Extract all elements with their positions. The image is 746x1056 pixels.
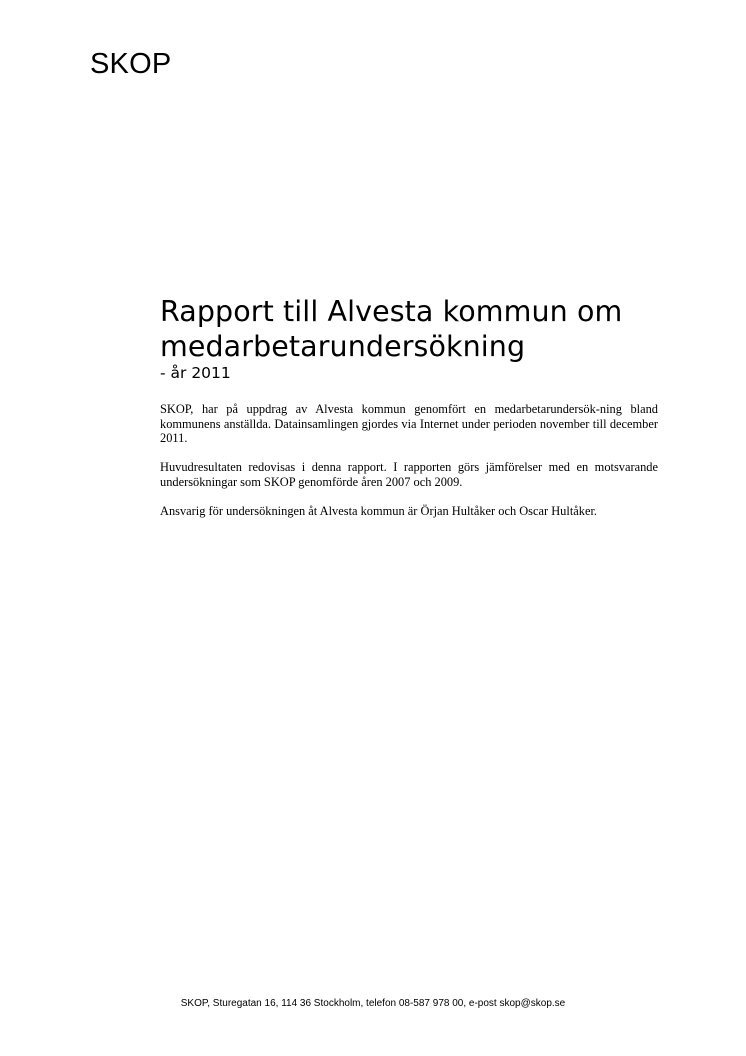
intro-paragraph-1: SKOP, har på uppdrag av Alvesta kommun genomfört en medarbetarundersök-ning bland kommunens anställda. Datainsamlingen gjordes via Internet under perioden november till december 2011. xyxy=(160,402,658,446)
report-intro xyxy=(160,402,658,533)
intro-paragraph-2: Huvudresultaten redovisas i denna rapport. I rapporten görs jämförelser med en motsvarande undersökningar som SKOP genomförde åren 2007 och 2009. xyxy=(160,460,658,489)
report-subtitle: - år 2011 xyxy=(160,364,231,382)
report-title xyxy=(160,294,680,364)
intro-paragraph-3: Ansvarig för undersökningen åt Alvesta kommun är Örjan Hultåker och Oscar Hultåker. xyxy=(160,504,597,519)
footer-contact: SKOP, Sturegatan 16, 114 36 Stockholm, telefon 08-587 978 00, e-post skop@skop.se xyxy=(180,998,566,1009)
report-title-line-1: Rapport till Alvesta kommun om xyxy=(160,295,623,328)
report-title-line-2: medarbetarundersökning xyxy=(160,330,526,363)
skop-logo: SKOP xyxy=(90,48,172,80)
report-title-block xyxy=(160,294,680,383)
